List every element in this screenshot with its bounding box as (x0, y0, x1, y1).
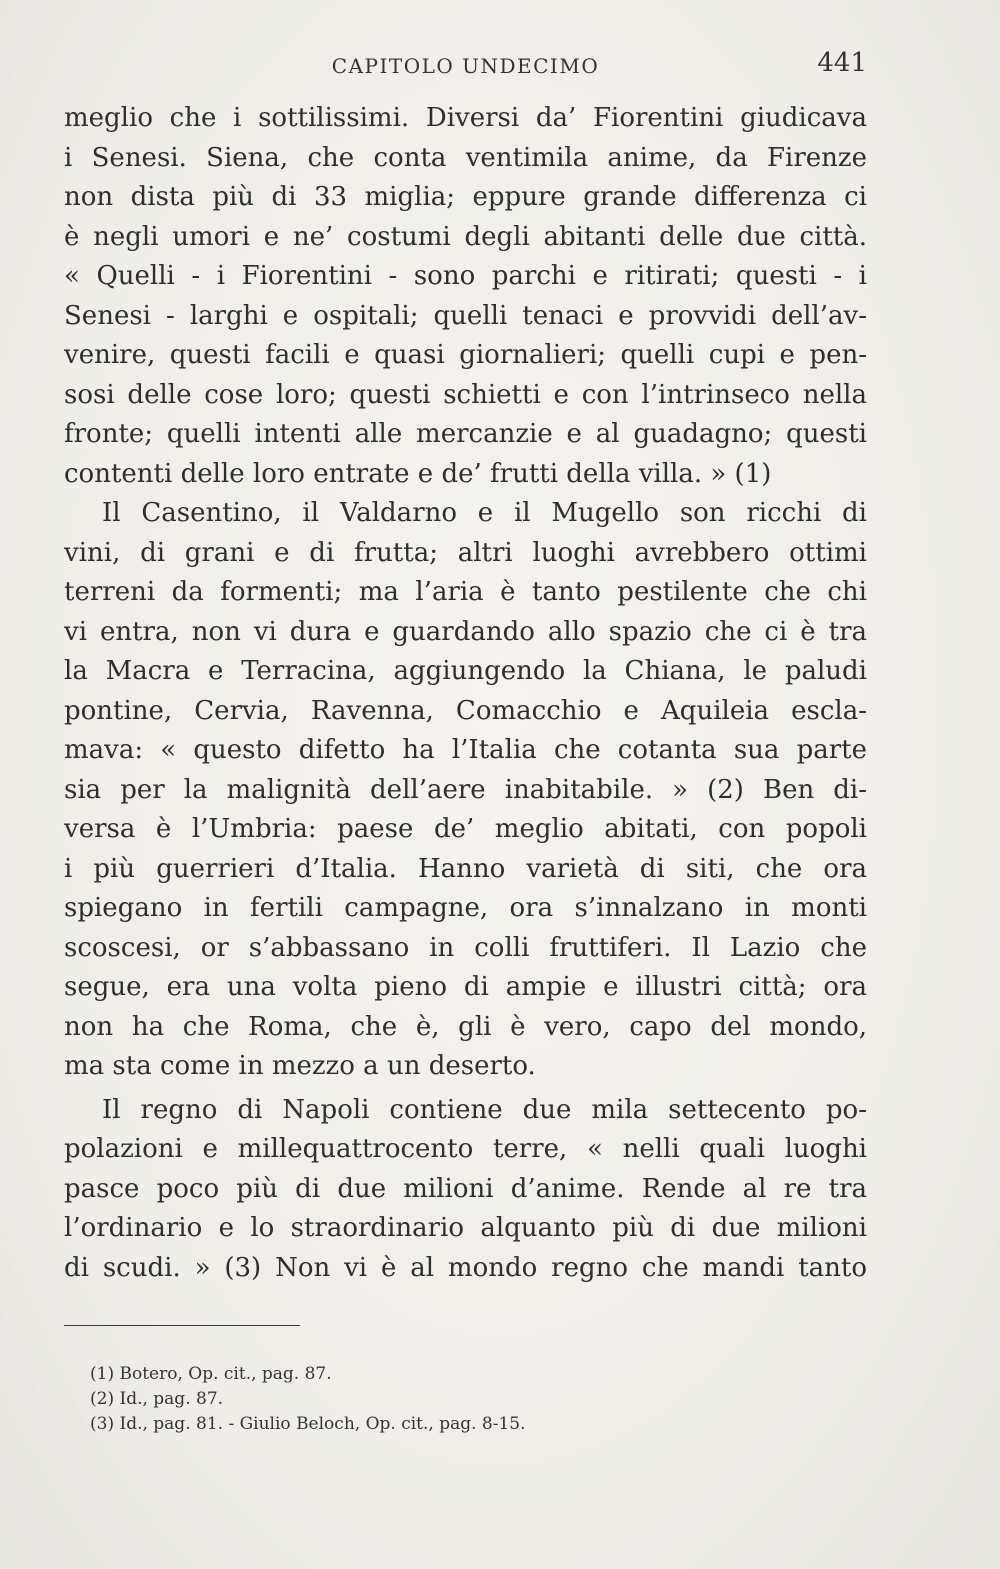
text-line: « Quelli - i Fiorentini - sono parchi e ritirati; questi - i (64, 261, 867, 291)
paragraph-start-line: Il Casentino, il Valdarno e il Mugello son ricchi di (102, 498, 867, 528)
footnote: (1) Botero, Op. cit., pag. 87. (90, 1364, 332, 1384)
text-line: meglio che i sottilissimi. Diversi da’ Fiorentini giudicava (64, 103, 867, 133)
paragraph-start-line: Il regno di Napoli contiene due mila settecento po- (102, 1094, 867, 1125)
text-line: è negli umori e ne’ costumi degli abitanti delle due città. (64, 221, 867, 252)
body-text (64, 99, 867, 1288)
text-line: vini, di grani e di frutta; altri luoghi avrebbero ottimi (64, 537, 867, 568)
text-line: scoscesi, or s’abbassano in colli fruttiferi. Il Lazio che (64, 932, 867, 963)
text-line: sia per la malignità dell’aere inabitabile. » (2) Ben di- (64, 774, 867, 805)
text-line: l’ordinario e lo straordinario alquanto più di due milioni (64, 1213, 867, 1243)
text-line: segue, era una volta pieno di ampie e illustri città; ora (64, 972, 867, 1002)
footnotes (90, 1362, 850, 1437)
text-line: non dista più di 33 miglia; eppure grande differenza ci (64, 182, 867, 212)
text-line: contenti delle loro entrate e de’ frutti della villa. » (1) (64, 458, 772, 489)
text-line: sosi delle cose loro; questi schietti e con l’intrinseco nella (64, 379, 867, 410)
text-line: ma sta come in mezzo a un deserto. (64, 1051, 536, 1081)
text-line: i Senesi. Siena, che conta ventimila anime, da Firenze (64, 142, 867, 173)
text-line: pontine, Cervia, Ravenna, Comacchio e Aquileia escla- (64, 695, 867, 726)
text-line: Senesi - larghi e ospitali; quelli tenaci e provvidi dell’av- (64, 300, 867, 331)
text-line: di scudi. » (3) Non vi è al mondo regno che mandi tanto (64, 1252, 867, 1283)
text-line: non ha che Roma, che è, gli è vero, capo del mondo, (64, 1011, 867, 1042)
running-title: CAPITOLO UNDECIMO (331, 54, 600, 78)
text-line: polazioni e millequattrocento terre, « nelli quali luoghi (64, 1134, 867, 1164)
text-line: vi entra, non vi dura e guardando allo spazio che ci è tra (64, 616, 867, 647)
text-line: versa è l’Umbria: paese de’ meglio abitati, con popoli (64, 814, 867, 844)
text-line: i più guerrieri d’Italia. Hanno varietà di siti, che ora (64, 853, 867, 884)
text-line: pasce poco più di due milioni d’anime. Rende al re tra (64, 1173, 867, 1204)
text-line: spiegano in fertili campagne, ora s’innalzano in monti (64, 893, 867, 923)
text-line: fronte; quelli intenti alle mercanzie e al guadagno; questi (64, 419, 867, 449)
text-line: terreni da formenti; ma l’aria è tanto pestilente che chi (64, 577, 867, 607)
page-number: 441 (817, 48, 867, 78)
text-line: la Macra e Terracina, aggiungendo la Chiana, le paludi (64, 656, 867, 686)
text-line: mava: « questo difetto ha l’Italia che cotanta sua parte (64, 735, 867, 765)
footnote: (3) Id., pag. 81. - Giulio Beloch, Op. cit., pag. 8-15. (90, 1414, 526, 1434)
footnote: (2) Id., pag. 87. (90, 1389, 224, 1409)
footnote-rule (64, 1325, 300, 1326)
running-head (64, 48, 867, 84)
text-line: venire, questi facili e quasi giornalieri; quelli cupi e pen- (64, 340, 867, 370)
